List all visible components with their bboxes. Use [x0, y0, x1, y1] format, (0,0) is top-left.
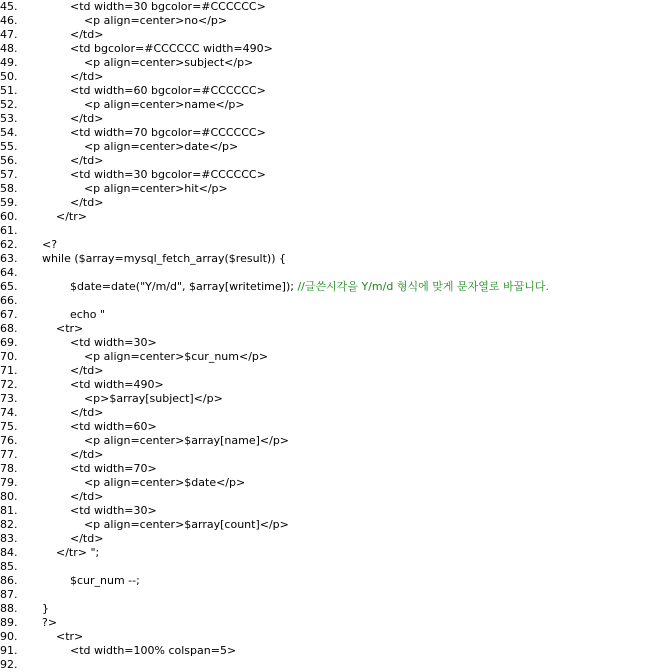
code-text: <td width=100% colspan=5> — [42, 644, 237, 657]
line-code — [42, 252, 286, 266]
line-code — [42, 434, 289, 448]
line-number: 65. — [0, 280, 18, 293]
line-code — [42, 574, 140, 588]
line-number: 70. — [0, 350, 18, 363]
code-text: <td width=70> — [42, 462, 157, 475]
line-code — [42, 0, 266, 14]
line-number: 80. — [0, 490, 18, 503]
code-text: <p>$array[subject]</p> — [42, 392, 223, 405]
code-text: <p align=center>$array[count]</p> — [42, 518, 289, 531]
line-code — [42, 448, 103, 462]
line-code — [42, 70, 103, 84]
code-text: </td> — [42, 154, 104, 167]
line-code — [42, 644, 236, 658]
code-text: <tr> — [42, 322, 84, 335]
line-number: 68. — [0, 322, 18, 335]
line-code — [42, 406, 103, 420]
line-code — [42, 42, 273, 56]
line-number: 59. — [0, 196, 18, 209]
code-text: <td width=60> — [42, 420, 157, 433]
line-code — [42, 168, 266, 182]
code-text: <? — [42, 238, 58, 251]
line-number: 47. — [0, 28, 18, 41]
line-code — [42, 98, 245, 112]
line-number: 76. — [0, 434, 18, 447]
line-code — [42, 350, 268, 364]
line-number: 45. — [0, 0, 18, 13]
line-number: 69. — [0, 336, 18, 349]
line-code — [42, 518, 289, 532]
code-text: </td> — [42, 196, 104, 209]
line-number: 90. — [0, 630, 18, 643]
code-text: </td> — [42, 490, 104, 503]
code-text: </td> — [42, 448, 104, 461]
line-number: 82. — [0, 518, 18, 531]
line-number: 78. — [0, 462, 18, 475]
line-number: 67. — [0, 308, 18, 321]
code-text: </td> — [42, 364, 104, 377]
line-code — [42, 476, 245, 490]
line-number: 64. — [0, 266, 18, 279]
line-code — [42, 546, 99, 560]
code-text: $date=date("Y/m/d", $array[writetime]); — [42, 280, 298, 293]
line-number: 49. — [0, 56, 18, 69]
code-text: <td width=490> — [42, 378, 164, 391]
line-code — [42, 182, 228, 196]
line-code — [42, 280, 549, 294]
line-code — [42, 420, 157, 434]
line-number: 81. — [0, 504, 18, 517]
line-number: 89. — [0, 616, 18, 629]
code-text: </td> — [42, 406, 104, 419]
line-code — [42, 630, 83, 644]
code-text: </td> — [42, 28, 104, 41]
line-code — [42, 392, 223, 406]
code-text: <p align=center>subject</p> — [42, 56, 254, 69]
code-text: <p align=center>$date</p> — [42, 476, 246, 489]
line-code — [42, 28, 103, 42]
line-code — [42, 336, 157, 350]
code-text: <p align=center>date</p> — [42, 140, 239, 153]
line-number: 91. — [0, 644, 18, 657]
code-text: <td width=30> — [42, 336, 157, 349]
code-text: ?> — [42, 616, 58, 629]
line-code — [42, 462, 157, 476]
code-text: } — [42, 602, 49, 615]
line-code — [42, 112, 103, 126]
code-text: echo " — [42, 308, 106, 321]
code-text: </tr> — [42, 210, 87, 223]
code-text: <td bgcolor=#CCCCCC width=490> — [42, 42, 273, 55]
line-number: 86. — [0, 574, 18, 587]
code-text: </td> — [42, 112, 104, 125]
code-text: $cur_num --; — [42, 574, 140, 587]
line-number: 61. — [0, 224, 18, 237]
code-text: <p align=center>name</p> — [42, 98, 245, 111]
code-comment: //글쓴시각을 Y/m/d 형식에 맞게 문자열로 바꿉니다. — [297, 280, 549, 293]
line-code — [42, 322, 83, 336]
line-number: 60. — [0, 210, 18, 223]
line-number: 73. — [0, 392, 18, 405]
code-text: <p align=center>$cur_num</p> — [42, 350, 269, 363]
line-code — [42, 196, 103, 210]
code-text: <p align=center>no</p> — [42, 14, 228, 27]
line-code — [42, 504, 157, 518]
code-text: </tr> "; — [42, 546, 100, 559]
line-number: 50. — [0, 70, 18, 83]
code-text: <td width=30 bgcolor=#CCCCCC> — [42, 0, 266, 13]
line-number: 54. — [0, 126, 18, 139]
line-code — [42, 364, 103, 378]
line-code — [42, 84, 266, 98]
line-number: 83. — [0, 532, 18, 545]
line-code — [42, 14, 227, 28]
line-number: 72. — [0, 378, 18, 391]
line-number: 87. — [0, 588, 18, 601]
line-code — [42, 378, 164, 392]
line-code — [42, 210, 87, 224]
line-code — [42, 616, 57, 630]
line-code — [42, 308, 105, 322]
line-number: 51. — [0, 84, 18, 97]
line-number: 63. — [0, 252, 18, 265]
code-text: </td> — [42, 532, 104, 545]
line-code — [42, 56, 253, 70]
line-number: 77. — [0, 448, 18, 461]
line-code — [42, 126, 266, 140]
code-text: <p align=center>hit</p> — [42, 182, 228, 195]
line-number: 58. — [0, 182, 18, 195]
line-number: 52. — [0, 98, 18, 111]
line-number: 48. — [0, 42, 18, 55]
line-number: 71. — [0, 364, 18, 377]
line-number: 56. — [0, 154, 18, 167]
line-number: 66. — [0, 294, 18, 307]
line-code — [42, 532, 103, 546]
code-text: <td width=70 bgcolor=#CCCCCC> — [42, 126, 266, 139]
line-code — [42, 490, 103, 504]
code-text: <td width=30 bgcolor=#CCCCCC> — [42, 168, 266, 181]
line-number: 88. — [0, 602, 18, 615]
line-code — [42, 238, 57, 252]
code-text: <td width=30> — [42, 504, 157, 517]
code-text: <td width=60 bgcolor=#CCCCCC> — [42, 84, 266, 97]
line-number: 84. — [0, 546, 18, 559]
line-number: 57. — [0, 168, 18, 181]
line-number: 55. — [0, 140, 18, 153]
code-text: </td> — [42, 70, 104, 83]
line-number: 46. — [0, 14, 18, 27]
line-number: 79. — [0, 476, 18, 489]
code-text: while ($array=mysql_fetch_array($result)) { — [42, 252, 286, 265]
code-text: <p align=center>$array[name]</p> — [42, 434, 290, 447]
line-number: 74. — [0, 406, 18, 419]
line-number: 53. — [0, 112, 18, 125]
line-code — [42, 602, 49, 616]
line-code — [42, 154, 103, 168]
line-code — [42, 140, 238, 154]
line-number: 75. — [0, 420, 18, 433]
line-number: 92. — [0, 658, 18, 671]
line-number: 85. — [0, 560, 18, 573]
line-number: 62. — [0, 238, 18, 251]
code-text: <tr> — [42, 630, 84, 643]
